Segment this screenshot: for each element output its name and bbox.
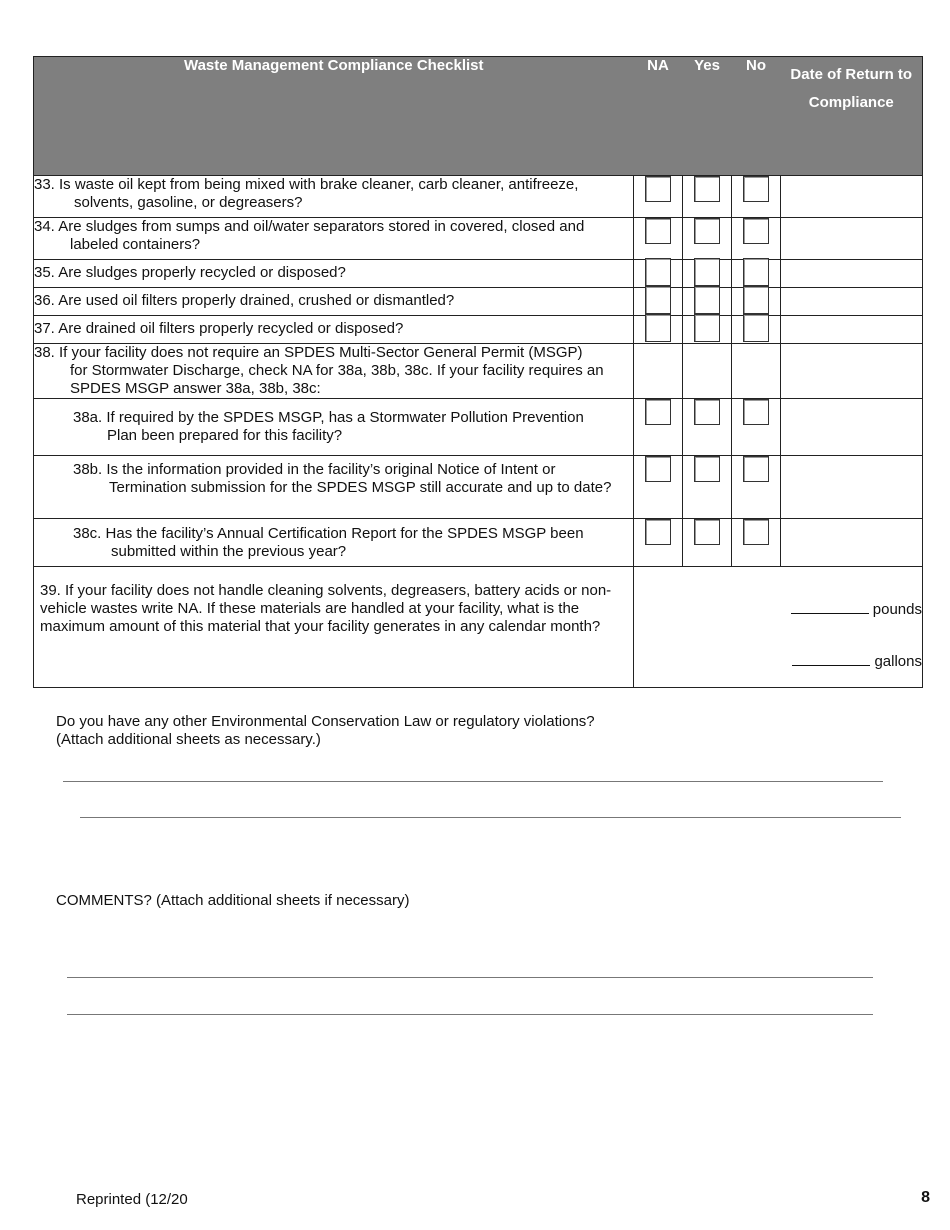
q38a-yes-checkbox[interactable] xyxy=(694,399,720,425)
question-row-38c xyxy=(34,519,923,567)
question-38b xyxy=(34,456,634,519)
reprinted-date: Reprinted (12/20 xyxy=(76,1191,188,1208)
compliance-checklist-table xyxy=(33,56,923,688)
q35-no-checkbox[interactable] xyxy=(743,258,769,286)
gallons-entry xyxy=(634,653,922,670)
na-column-header: NA xyxy=(634,57,683,176)
checklist-title: Waste Management Compliance Checklist xyxy=(34,57,634,176)
q37-na-checkbox[interactable] xyxy=(645,314,671,342)
q38a-date-field[interactable] xyxy=(781,399,923,456)
q33-na-checkbox[interactable] xyxy=(645,176,671,202)
question-row-36 xyxy=(34,288,923,316)
q38b-yes-checkbox[interactable] xyxy=(694,456,720,482)
gallons-label: gallons xyxy=(874,653,922,670)
question-38 xyxy=(34,344,634,399)
question-36: 36. Are used oil filters properly drained, crushed or dismantled? xyxy=(34,288,634,316)
question-row-38 xyxy=(34,344,923,399)
q38c-yes-checkbox[interactable] xyxy=(694,519,720,545)
q34-no-checkbox[interactable] xyxy=(743,218,769,244)
question-row-34 xyxy=(34,218,923,260)
q38a-no-checkbox[interactable] xyxy=(743,399,769,425)
question-38b-text-cont: Termination submission for the SPDES MSGP still accurate and up to date? xyxy=(109,479,612,496)
table-header-row xyxy=(34,57,923,176)
question-38-text: 38. If your facility does not require an SPDES Multi-Sector General Permit (MSGP) xyxy=(34,344,583,361)
q38b-no-checkbox[interactable] xyxy=(743,456,769,482)
violations-question-line2: (Attach additional sheets as necessary.) xyxy=(56,731,321,748)
question-38c-text-cont: submitted within the previous year? xyxy=(111,543,347,560)
question-35: 35. Are sludges properly recycled or disposed? xyxy=(34,260,634,288)
q35-date-field[interactable] xyxy=(781,260,923,288)
yes-column-header: Yes xyxy=(683,57,732,176)
question-38a xyxy=(34,399,634,456)
question-33-text: 33. Is waste oil kept from being mixed with brake cleaner, carb cleaner, antifreeze, xyxy=(34,176,579,193)
question-row-35 xyxy=(34,260,923,288)
violations-answer-line-1[interactable] xyxy=(63,781,883,782)
date-of-return-header xyxy=(781,57,923,176)
q34-yes-checkbox[interactable] xyxy=(694,218,720,244)
q37-yes-checkbox[interactable] xyxy=(694,314,720,342)
q33-yes-checkbox[interactable] xyxy=(694,176,720,202)
question-38c xyxy=(34,519,634,567)
question-33-text-cont: solvents, gasoline, or degreasers? xyxy=(74,194,303,211)
question-38-text-cont: for Stormwater Discharge, check NA for 38a, 38b, 38c. If your facility requires an SPDES MSGP answer 38a, 38b, 38c: xyxy=(70,362,604,397)
comments-answer-line-1[interactable] xyxy=(67,977,873,978)
question-39: 39. If your facility does not handle cleaning solvents, degreasers, battery acids or non-vehicle wastes write NA. If these materials are handled at your facility, what is the maximum amount of this material that your facility generates in any calendar month? xyxy=(34,567,634,688)
q36-no-checkbox[interactable] xyxy=(743,286,769,314)
comments-answer-line-2[interactable] xyxy=(67,1014,873,1015)
q37-date-field[interactable] xyxy=(781,316,923,344)
q38c-na-checkbox[interactable] xyxy=(645,519,671,545)
comments-label: COMMENTS? (Attach additional sheets if necessary) xyxy=(56,892,410,909)
date-header-line2: Compliance xyxy=(808,94,894,111)
q33-no-checkbox[interactable] xyxy=(743,176,769,202)
question-38a-text: 38a. If required by the SPDES MSGP, has a Stormwater Pollution Prevention xyxy=(73,409,584,426)
q38b-date-field[interactable] xyxy=(781,456,923,519)
q35-na-checkbox[interactable] xyxy=(645,258,671,286)
violations-question xyxy=(56,713,595,749)
violations-answer-line-2[interactable] xyxy=(80,817,901,818)
q33-date-field[interactable] xyxy=(781,176,923,218)
date-header-line1: Date of Return to xyxy=(790,66,913,83)
q38c-no-checkbox[interactable] xyxy=(743,519,769,545)
q35-yes-checkbox[interactable] xyxy=(694,258,720,286)
question-38c-text: 38c. Has the facility’s Annual Certification Report for the SPDES MSGP been xyxy=(73,525,584,542)
gallons-input-line[interactable] xyxy=(792,665,870,666)
no-column-header: No xyxy=(732,57,781,176)
q37-no-checkbox[interactable] xyxy=(743,314,769,342)
q36-na-checkbox[interactable] xyxy=(645,286,671,314)
question-34-text-cont: labeled containers? xyxy=(70,236,201,253)
question-38a-text-cont: Plan been prepared for this facility? xyxy=(107,427,343,444)
q38a-na-checkbox[interactable] xyxy=(645,399,671,425)
question-38b-text: 38b. Is the information provided in the facility’s original Notice of Intent or xyxy=(73,461,556,478)
question-37: 37. Are drained oil filters properly recycled or disposed? xyxy=(34,316,634,344)
amount-fields xyxy=(634,567,923,688)
question-row-38a xyxy=(34,399,923,456)
question-row-39 xyxy=(34,567,923,688)
question-row-33 xyxy=(34,176,923,218)
question-row-38b xyxy=(34,456,923,519)
question-row-37 xyxy=(34,316,923,344)
question-33 xyxy=(34,176,634,218)
page-number: 8 xyxy=(921,1189,930,1206)
checklist-sheet xyxy=(33,56,922,688)
question-34-text: 34. Are sludges from sumps and oil/water separators stored in covered, closed and xyxy=(34,218,585,235)
violations-question-line1: Do you have any other Environmental Conservation Law or regulatory violations? xyxy=(56,713,595,730)
pounds-entry xyxy=(634,601,922,618)
q36-date-field[interactable] xyxy=(781,288,923,316)
q38b-na-checkbox[interactable] xyxy=(645,456,671,482)
q36-yes-checkbox[interactable] xyxy=(694,286,720,314)
pounds-input-line[interactable] xyxy=(791,613,869,614)
q38c-date-field[interactable] xyxy=(781,519,923,567)
q34-date-field[interactable] xyxy=(781,218,923,260)
question-34 xyxy=(34,218,634,260)
pounds-label: pounds xyxy=(872,601,922,618)
q34-na-checkbox[interactable] xyxy=(645,218,671,244)
